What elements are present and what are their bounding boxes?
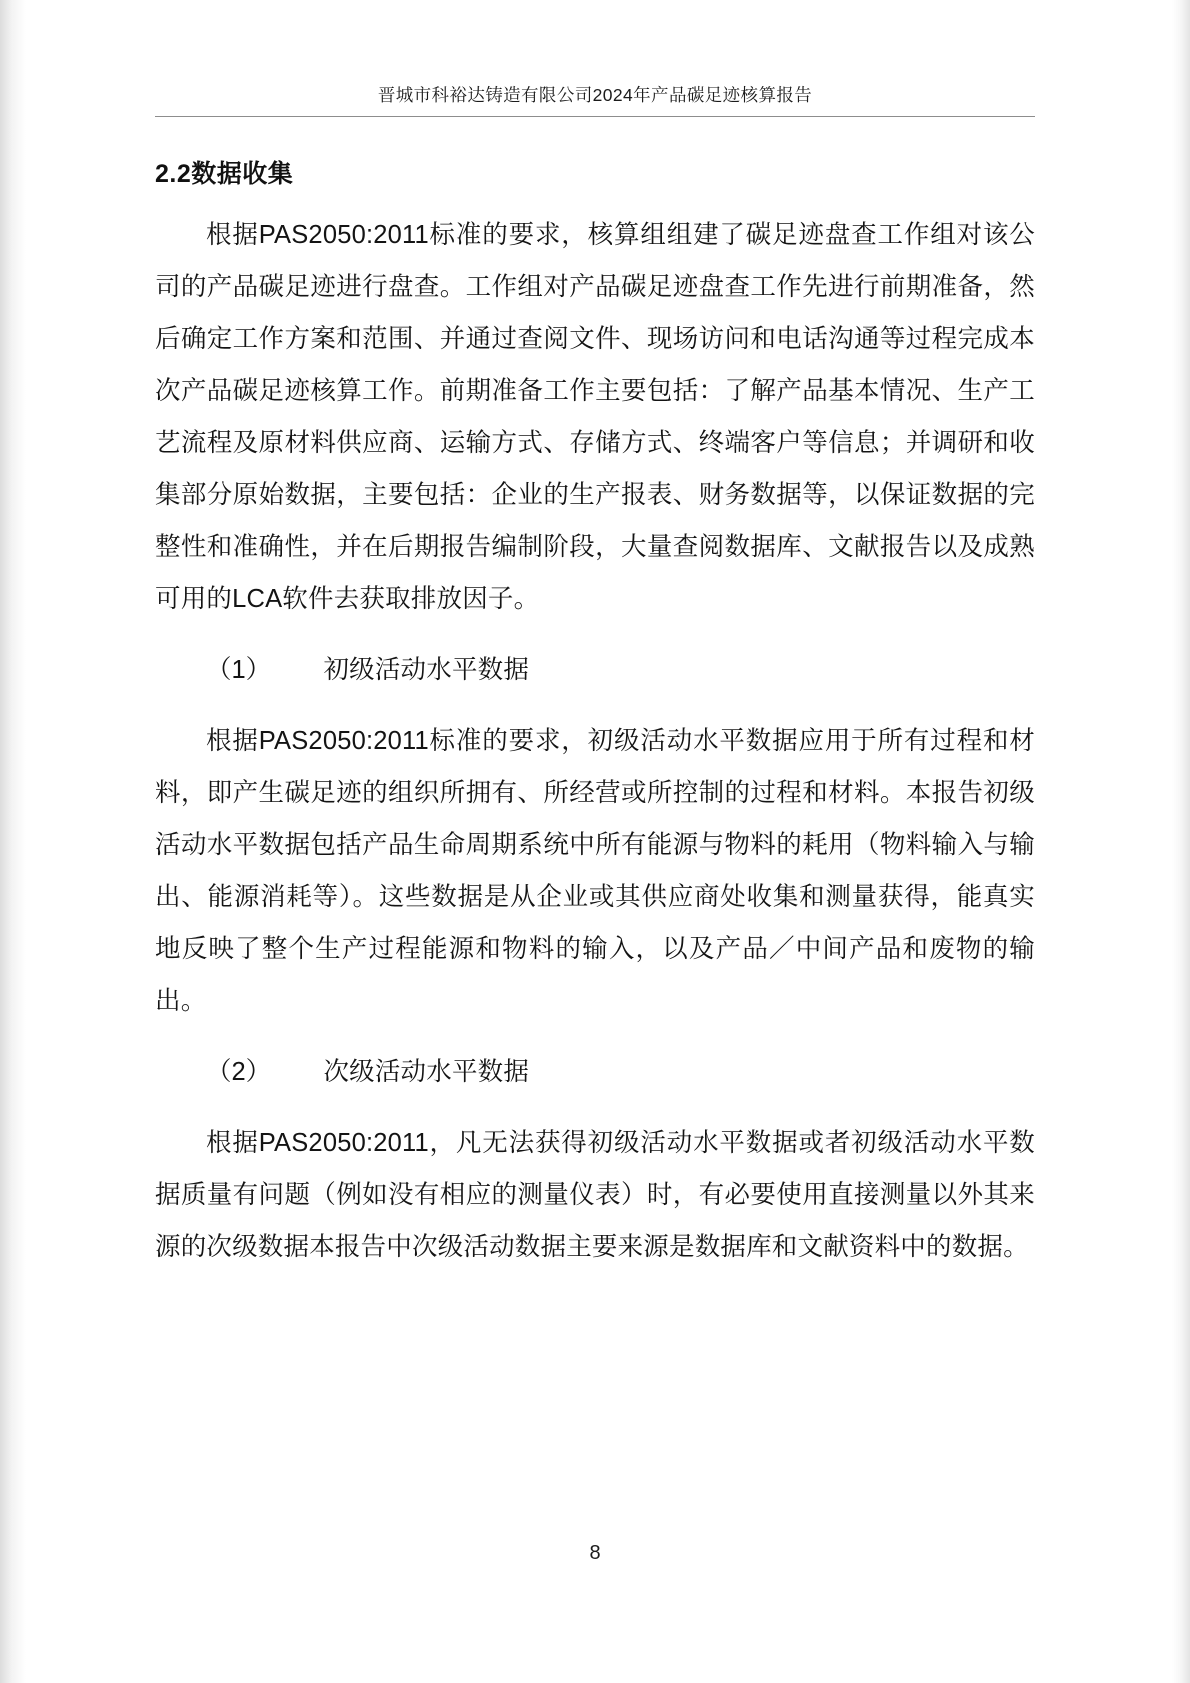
paragraph-item-2-body: 根据PAS2050:2011，凡无法获得初级活动水平数据或者初级活动水平数据质量有问题（例如没有相应的测量仪表）时，有必要使用直接测量以外其来源的次级数据本报告中次级活动数据主要来源是数据库和文献资料中的数据。 <box>155 1129 1035 1261</box>
page-header <box>155 0 1035 117</box>
section-heading: 2.2数据收集 <box>155 160 294 188</box>
page-number: 8 <box>589 1542 601 1564</box>
list-item-2 <box>155 1027 1035 1098</box>
list-item-2-number: （2） <box>206 1058 272 1086</box>
header-divider <box>155 116 1035 117</box>
header-title: 晋城市科裕达铸造有限公司2024年产品碳足迹核算报告 <box>377 85 813 105</box>
list-item-1-number: （1） <box>206 656 272 684</box>
page-content <box>155 0 1035 1683</box>
paragraph-intro: 根据PAS2050:2011标准的要求，核算组组建了碳足迹盘查工作组对该公司的产品碳足迹进行盘查。工作组对产品碳足迹盘查工作先进行前期准备，然后确定工作方案和范围、并通过查阅文件、现场访问和电话沟通等过程完成本次产品碳足迹核算工作。前期准备工作主要包括：了解产品基本情况、生产工艺流程及原材料供应商、运输方式、存储方式、终端客户等信息；并调研和收集部分原始数据，主要包括：企业的生产报表、财务数据等，以保证数据的完整性和准确性，并在后期报告编制阶段，大量查阅数据库、文献报告以及成熟可用的LCA软件去获取排放因子。 <box>155 221 1035 613</box>
paragraph-item-1-body: 根据PAS2050:2011标准的要求，初级活动水平数据应用于所有过程和材料，即产生碳足迹的组织所拥有、所经营或所控制的过程和材料。本报告初级活动水平数据包括产品生命周期系统中所有能源与物料的耗用（物料输入与输出、能源消耗等）。这些数据是从企业或其供应商处收集和测量获得，能真实地反映了整个生产过程能源和物料的输入，以及产品／中间产品和废物的输出。 <box>155 727 1035 1015</box>
list-item-1 <box>155 625 1035 696</box>
list-item-2-label: 次级活动水平数据 <box>323 1058 530 1086</box>
list-item-1-label: 初级活动水平数据 <box>323 656 530 684</box>
